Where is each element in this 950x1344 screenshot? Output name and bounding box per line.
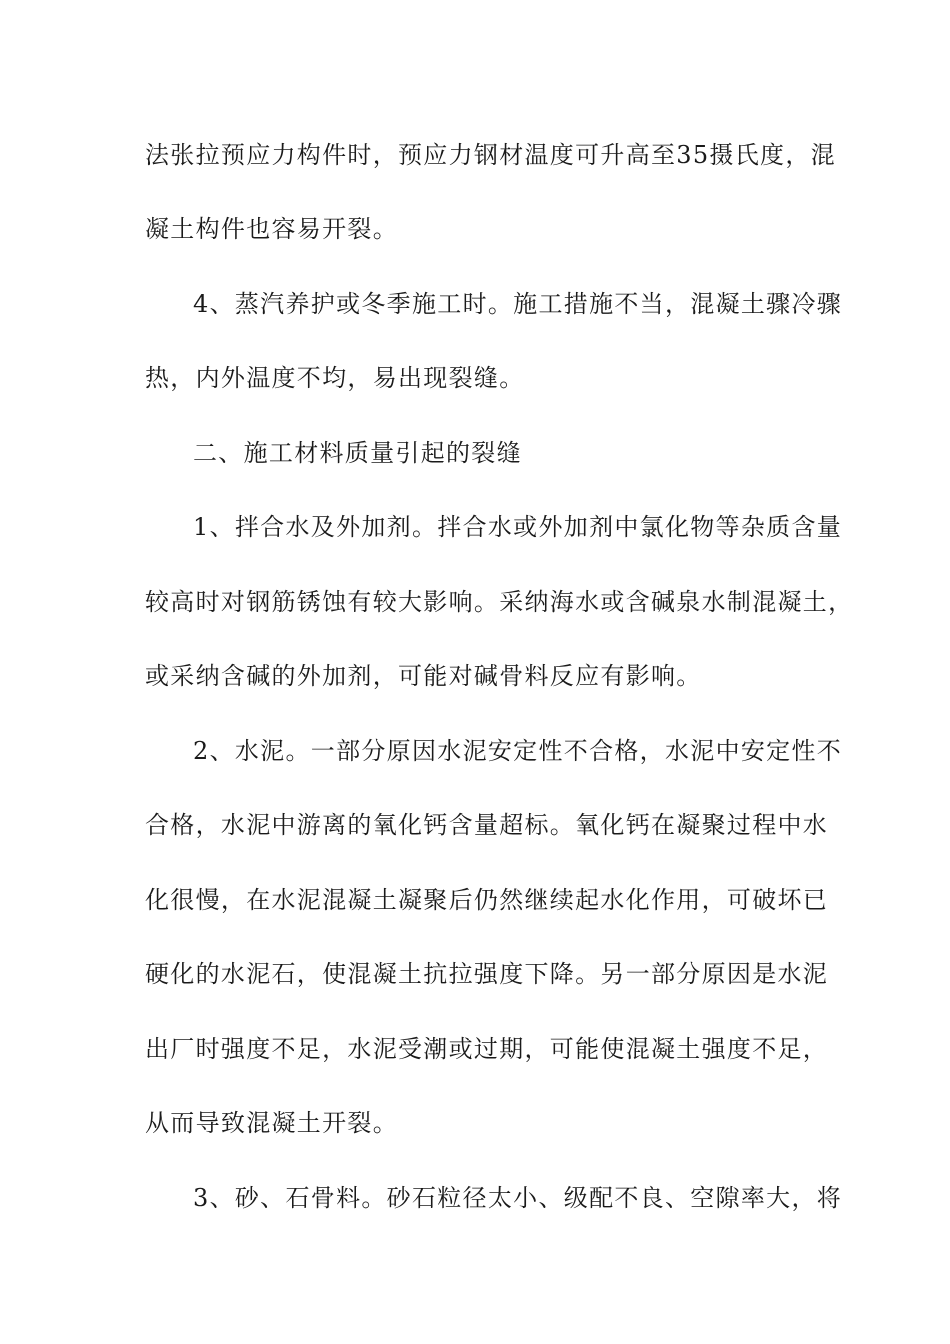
paragraph-line: 化很慢，在水泥混凝土凝聚后仍然继续起水化作用，可破坏已 — [145, 886, 829, 914]
section-heading: 二、施工材料质量引起的裂缝 — [193, 439, 522, 467]
paragraph-line: 较高时对钢筋锈蚀有较大影响。采纳海水或含碱泉水制混凝土， — [145, 588, 854, 616]
paragraph-line: 法张拉预应力构件时，预应力钢材温度可升高至35摄氏度，混 — [145, 141, 836, 169]
paragraph-line: 4、蒸汽养护或冬季施工时。施工措施不当，混凝土骤冷骤 — [193, 290, 843, 318]
paragraph-line: 3、砂、石骨料。砂石粒径太小、级配不良、空隙率大，将 — [193, 1184, 843, 1212]
paragraph-line: 硬化的水泥石，使混凝土抗拉强度下降。另一部分原因是水泥 — [145, 960, 829, 988]
paragraph-line: 或采纳含碱的外加剂，可能对碱骨料反应有影响。 — [145, 662, 702, 690]
paragraph-line: 从而导致混凝土开裂。 — [145, 1109, 398, 1137]
paragraph-line: 2、水泥。一部分原因水泥安定性不合格，水泥中安定性不 — [193, 737, 843, 765]
paragraph-line: 合格，水泥中游离的氧化钙含量超标。氧化钙在凝聚过程中水 — [145, 811, 829, 839]
paragraph-line: 凝土构件也容易开裂。 — [145, 215, 398, 243]
paragraph-line: 1、拌合水及外加剂。拌合水或外加剂中氯化物等杂质含量 — [193, 513, 843, 541]
paragraph-line: 出厂时强度不足，水泥受潮或过期，可能使混凝土强度不足， — [145, 1035, 829, 1063]
paragraph-line: 热，内外温度不均，易出现裂缝。 — [145, 364, 525, 392]
